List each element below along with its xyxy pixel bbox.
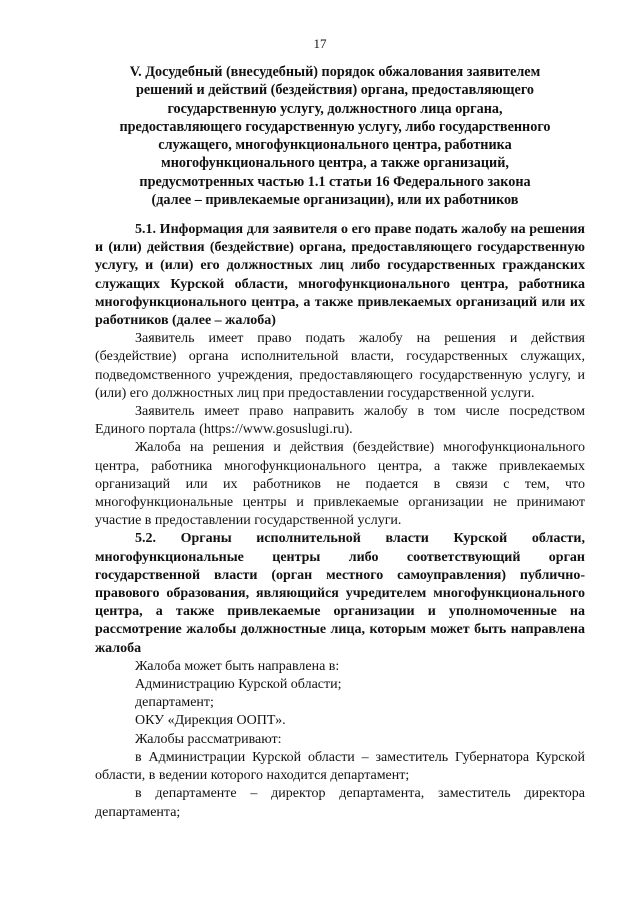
paragraph: Жалоба на решения и действия (бездействие) многофункционального центра, работника многофункционального центра, а также привлекаемых организаций или их работников не подается в связи с тем, что многофункциональные центры и привлекаемые организации не принимают участие в предоставлении государственной услуги. — [95, 440, 585, 529]
title-line: предусмотренных частью 1.1 статьи 16 Федерального закона — [139, 173, 531, 190]
list-item: Администрацию Курской области; — [135, 677, 342, 693]
title-line: предоставляющего государственную услугу, либо государственного — [119, 118, 551, 135]
list-item: департамент; — [135, 695, 214, 711]
title-line: служащего, многофункционального центра, работника — [158, 137, 512, 154]
list-item: ОКУ «Дирекция ООПТ». — [135, 713, 286, 729]
section-title — [110, 63, 560, 209]
list-item: в департаменте – директор департамента, заместитель директора департамента; — [95, 786, 585, 820]
document-body — [95, 221, 585, 822]
list-item: в Администрации Курской области – заместитель Губернатора Курской области, в ведении которого находится департамент; — [95, 749, 585, 784]
page-number: 17 — [313, 36, 327, 51]
paragraph: Жалобы рассматривают: — [135, 731, 282, 747]
title-line: V. Досудебный (внесудебный) порядок обжалования заявителем — [129, 64, 541, 80]
title-line: (далее – привлекаемые организации), или их работников — [151, 192, 519, 209]
title-line: государственную услугу, должностного лица органа, — [167, 100, 503, 117]
title-line: многофункционального центра, а также организаций, — [161, 155, 509, 172]
paragraph: Заявитель имеет право направить жалобу в том числе посредством Единого портала (https://www.gosuslugi.ru). — [95, 404, 585, 438]
paragraph: Жалоба может быть направлена в: — [135, 658, 340, 674]
title-line: решений и действий (бездействия) органа, предоставляющего — [135, 82, 535, 99]
subsection-heading-5-1: 5.1. Информация для заявителя о его праве подать жалобу на решения и (или) действия (бездействие) органа, предоставляющего государственную услугу, и (или) его должностных лиц либо государственных гражданских служащих Курской области, многофункционального центра, работника многофункционального центра, а также привлекаемых организаций или их работников (далее – жалоба) — [95, 222, 585, 329]
paragraph: Заявитель имеет право подать жалобу на решения и действия (бездействие) органа исполнительной власти, государственных служащих, подведомственного учреждения, предоставляющего государственную услугу, и (или) его должностных лиц при предоставлении государственной услуги. — [95, 331, 585, 401]
subsection-heading-5-2: 5.2. Органы исполнительной власти Курской области, многофункциональные центры либо соответствующий орган государственной власти (орган местного самоуправления) публично-правового образования, являющийся учредителем многофункционального центра, а также привлекаемые организации и уполномоченные на рассмотрение жалобы должностные лица, которым может быть направлена жалоба — [95, 531, 585, 656]
